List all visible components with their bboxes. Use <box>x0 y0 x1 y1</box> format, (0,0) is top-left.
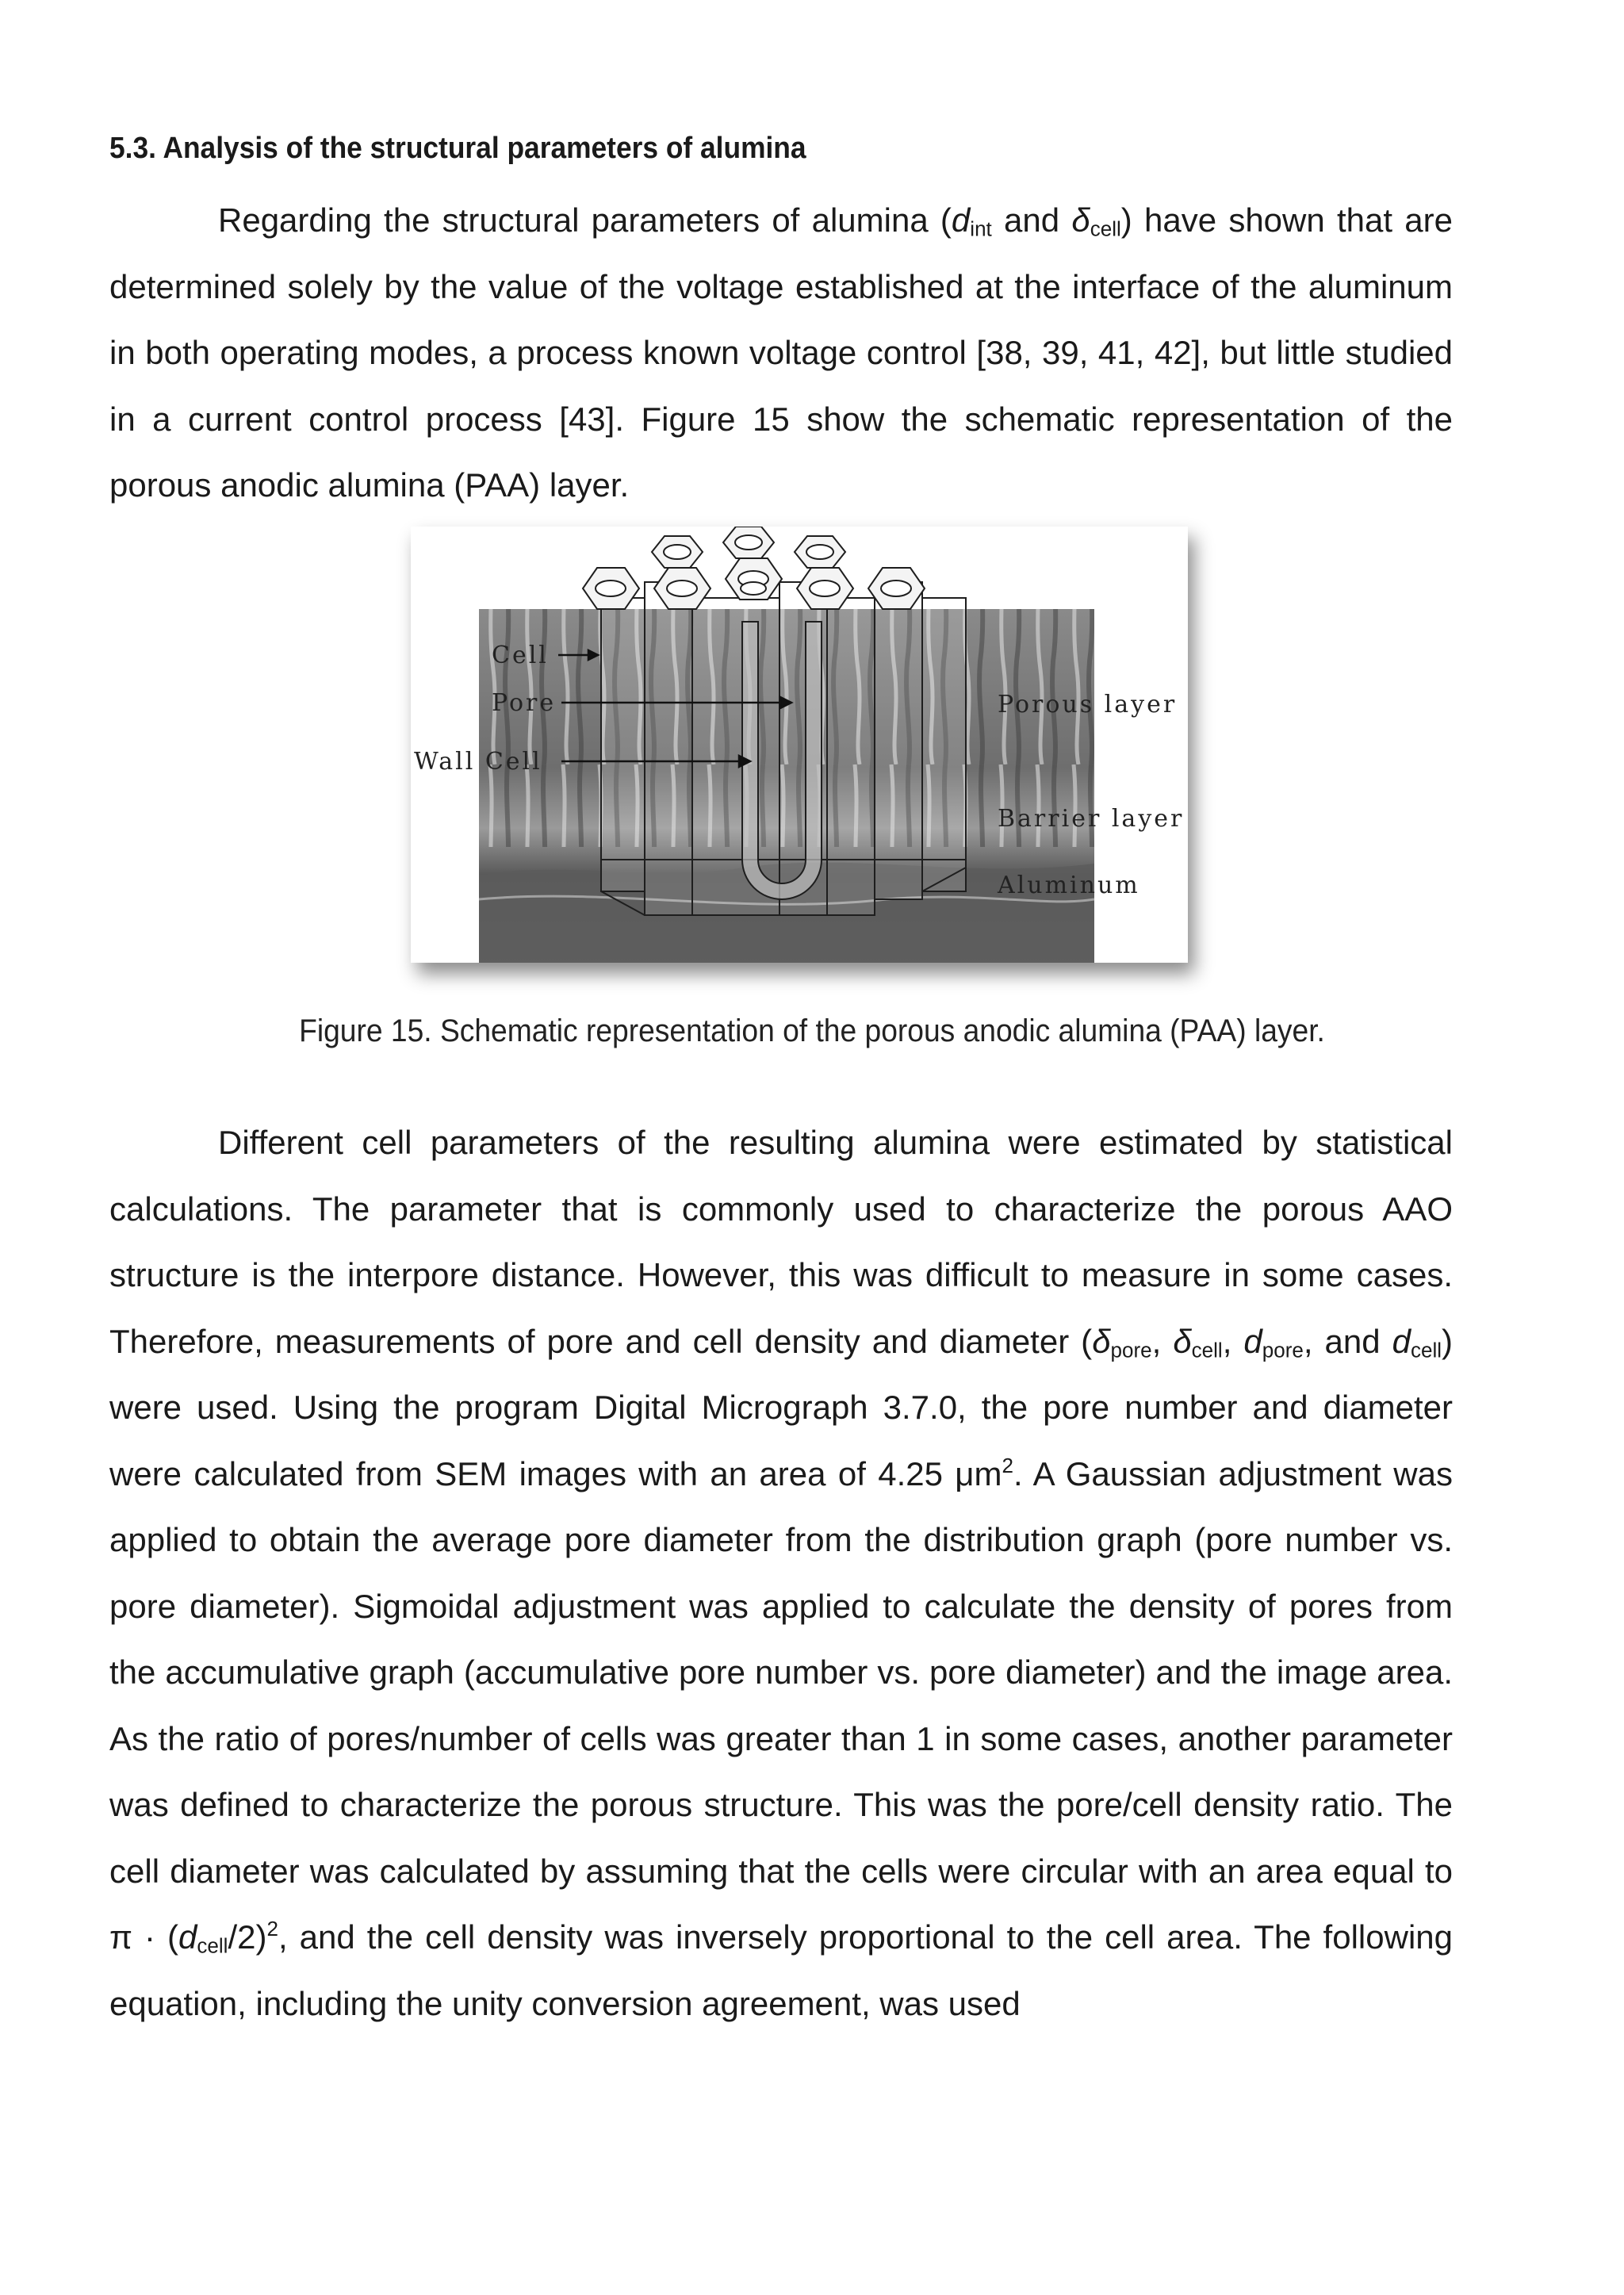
figure-15-paa-schematic <box>411 527 1188 963</box>
label-wall-cell: Wall Cell <box>414 748 542 776</box>
section-heading: 5.3. Analysis of the structural parameters of alumina <box>109 132 806 165</box>
label-aluminum: Aluminum <box>998 872 1140 899</box>
paragraph-intro: Regarding the structural parameters of alumina ($d_{int}$ and $\delta_{cell}$) have shown that are determined solely by the value of the voltage established at the interface of the aluminum in both operating modes, a process known voltage control [38, 39, 41, 42], but little studied in a current control process [43]. Figure 15 show the schematic representation of the porous anodic alumina (PAA) layer. <box>109 201 1453 504</box>
label-cell: Cell <box>492 642 549 669</box>
paragraph-cell-parameters: Different cell parameters of the resulting alumina were estimated by statistical calculations. The parameter that is commonly used to characterize the porous AAO structure is the interpore distance. However, this was difficult to measure in some cases. Therefore, measurements of pore and cell density and diameter ($\delta_{pore}$, $\delta_{cell}$, $d_{pore}$, and $d_{cell}$) were used. Using the program Digital Micrograph 3.7.0, the pore number and diameter were calculated from SEM images with an area of 4.25 $\mu m^2$. A Gaussian adjustment was applied to obtain the average pore diameter from the distribution graph (pore number vs. pore diameter). Sigmoidal adjustment was applied to calculate the density of pores from the accumulative graph (accumulative pore number vs. pore diameter) and the image area. As the ratio of pores/number of cells was greater than 1 in some cases, another parameter was defined to characterize the porous structure. This was the pore/cell density ratio. The cell diameter was calculated by assuming that the cells were circular with an area equal to $\pi \cdot (d_{cell}/2)^2$, and the cell density was inversely proportional to the cell area. The following equation, including the unity conversion agreement, was used <box>109 1124 1454 2022</box>
hexagon-cells-top <box>583 527 925 609</box>
figure-caption: Figure 15. Schematic representation of the porous anodic alumina (PAA) layer. <box>299 1013 1325 1048</box>
cell-columns <box>601 582 966 915</box>
label-barrier-layer: Barrier layer <box>998 805 1185 833</box>
label-porous-layer: Porous layer <box>998 691 1178 718</box>
label-pore: Pore <box>492 689 557 717</box>
paa-schematic-svg <box>411 527 1188 963</box>
